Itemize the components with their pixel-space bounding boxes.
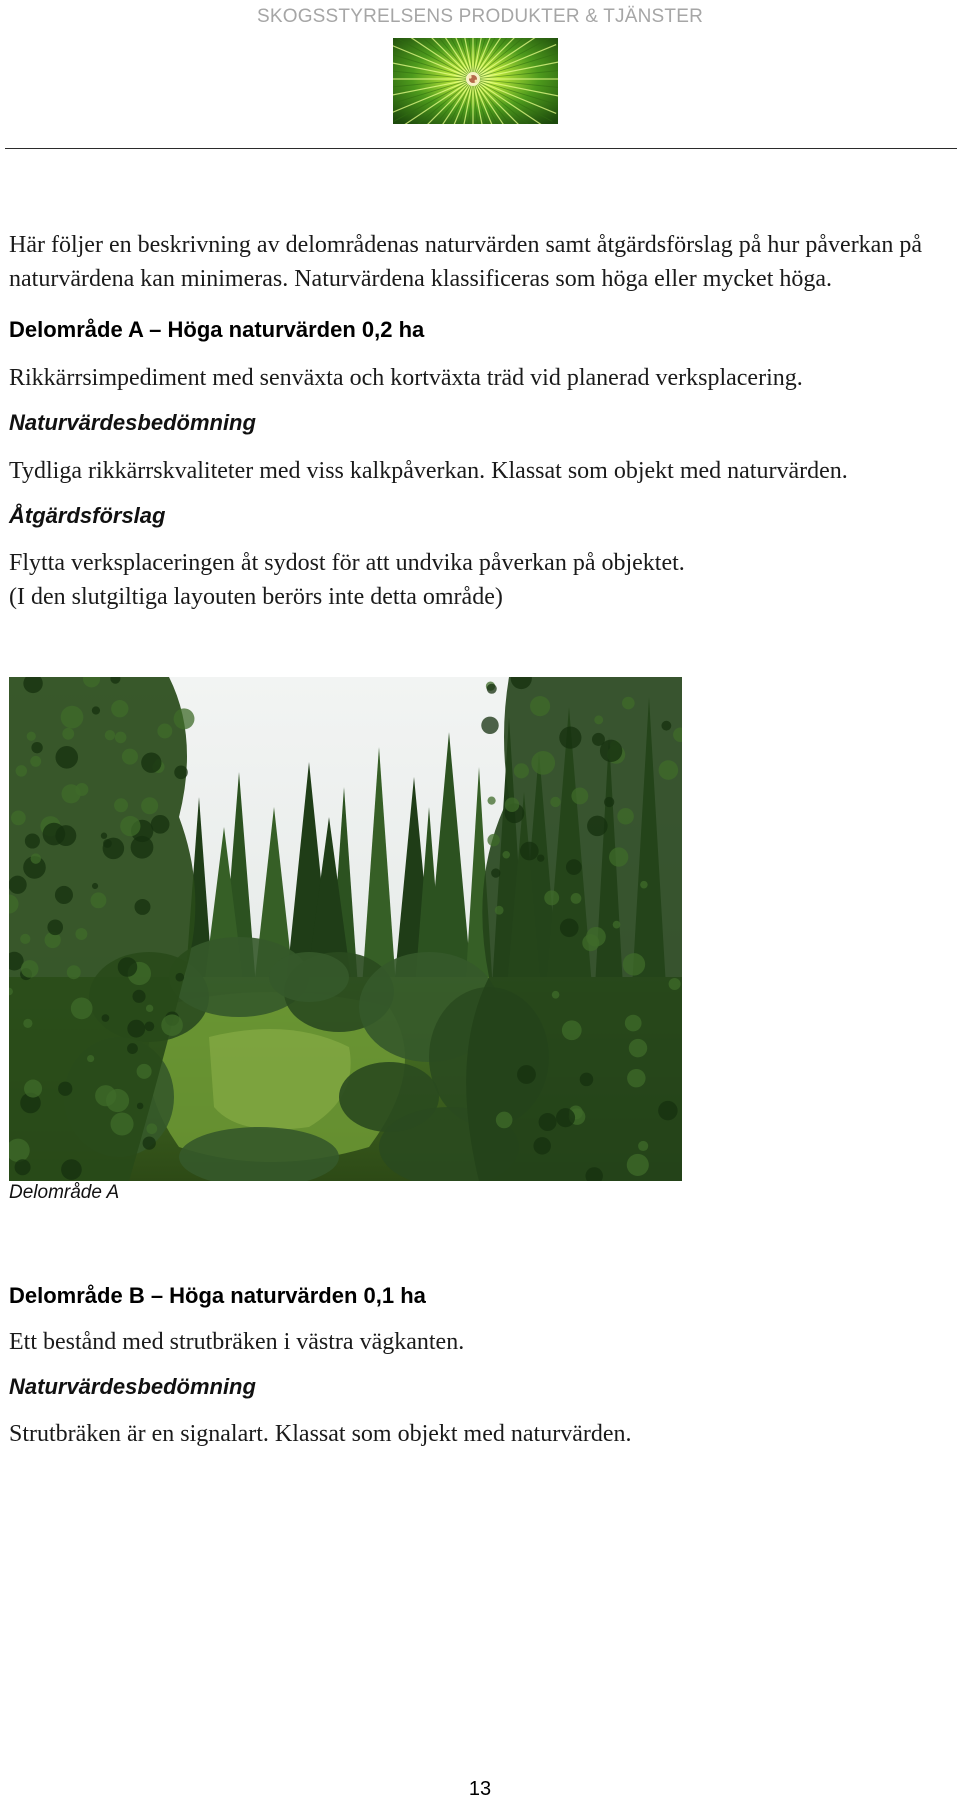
section-a-measures-line-2: (I den slutgiltiga layouten berörs inte detta område) bbox=[9, 584, 503, 610]
pine-needle-logo-icon bbox=[393, 38, 558, 124]
section-b-assessment-heading: Naturvärdesbedömning bbox=[9, 1374, 256, 1399]
section-a-heading: Delområde A – Höga naturvärden 0,2 ha bbox=[9, 317, 425, 342]
forest-fen-photo-icon bbox=[9, 677, 682, 1181]
header-divider bbox=[5, 148, 957, 149]
section-b-assessment-text: Strutbräken är en signalart. Klassat som objekt med naturvärden. bbox=[9, 1421, 632, 1447]
page-content bbox=[9, 228, 949, 1451]
section-a-measures-heading: Åtgärdsförslag bbox=[9, 503, 166, 528]
intro-paragraph: Här följer en beskrivning av delområdenas naturvärden samt åtgärdsförslag på hur påverkan på naturvärdena kan minimeras. Naturvärdena klassificeras som höga eller mycket höga. bbox=[9, 232, 922, 292]
section-a-assessment-heading: Naturvärdesbedömning bbox=[9, 410, 256, 435]
section-a-description: Rikkärrsimpediment med senväxta och kortväxta träd vid planerad verksplacering. bbox=[9, 365, 803, 391]
section-b-description: Ett bestånd med strutbräken i västra vägkanten. bbox=[9, 1329, 465, 1355]
page-number: 13 bbox=[468, 1778, 492, 1800]
section-a-photo-caption: Delområde A bbox=[9, 1182, 120, 1203]
header-title: SKOGSSTYRELSENS PRODUKTER & TJÄNSTER bbox=[256, 6, 704, 27]
section-a-measures-line-1: Flytta verksplaceringen åt sydost för att undvika påverkan på objektet. bbox=[9, 550, 685, 576]
page-header bbox=[0, 0, 960, 150]
section-a-assessment-text: Tydliga rikkärrskvaliteter med viss kalkpåverkan. Klassat som objekt med naturvärden. bbox=[9, 458, 848, 484]
section-b-heading: Delområde B – Höga naturvärden 0,1 ha bbox=[9, 1283, 426, 1308]
